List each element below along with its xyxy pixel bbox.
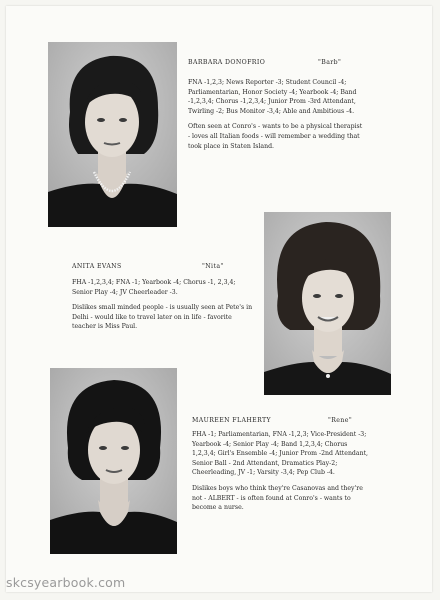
watermark: skcsyearbook.com [6,575,126,590]
student-description: Dislikes small minded people - is usually seen at Pete's in Delhi - would like to travel later on in life - favorite teacher is Miss Paul. [72,304,253,331]
student-activities: FNA -1,2,3; News Reporter -3; Student Council -4; Parliamentarian, Honor Society -4; Yearbook -4; Band -1,2,3,4; Chorus -1,2,3,4; Junior Prom -3rd Attendant, Twirling -2; Bus Monitor -3,4; Able and Ambitious -4. [188,79,357,115]
portrait-photo-barbara [48,42,177,227]
portrait-photo-maureen [50,368,177,554]
student-nickname: "Barb" [318,59,342,66]
student-activities: FHA -1,2,3,4; FNA -1; Yearbook -4; Chorus -1, 2,3,4; Senior Play -4; JV Cheerleader -3. [72,279,236,296]
student-entry-barbara [188,58,364,157]
yearbook-page [6,6,432,592]
student-nickname: "Rene" [328,417,353,424]
student-description: Often seen at Conro's - wants to be a physical therapist - loves all Italian foods - will remember a wedding that took place in Staten Island. [188,123,363,150]
student-nickname: "Nita" [202,263,224,270]
student-description: Dislikes boys who think they're Casanovas and they're not - ALBERT - is often found at Conro's - wants to become a nurse. [192,484,363,512]
student-entry-maureen [192,416,370,519]
student-name: BARBARA DONOFRIO [188,59,266,66]
student-name: ANITA EVANS [72,263,122,270]
portrait-photo-anita [264,212,391,395]
student-name: MAUREEN FLAHERTY [192,417,272,424]
student-entry-anita [72,262,256,338]
student-activities: FHA -1; Parliamentarian, FNA -1,2,3; Vice-President -3; Yearbook -4; Senior Play -4; Band 1,2,3,4; Chorus 1,2,3,4; Girl's Ensemble -4; Junior Prom -2nd Attendant, Senior Ball - 2nd Attendant, Dramatics Play-2; Cheerleading, JV -1; Varsity -3,4; Pep Club -4. [192,431,369,477]
